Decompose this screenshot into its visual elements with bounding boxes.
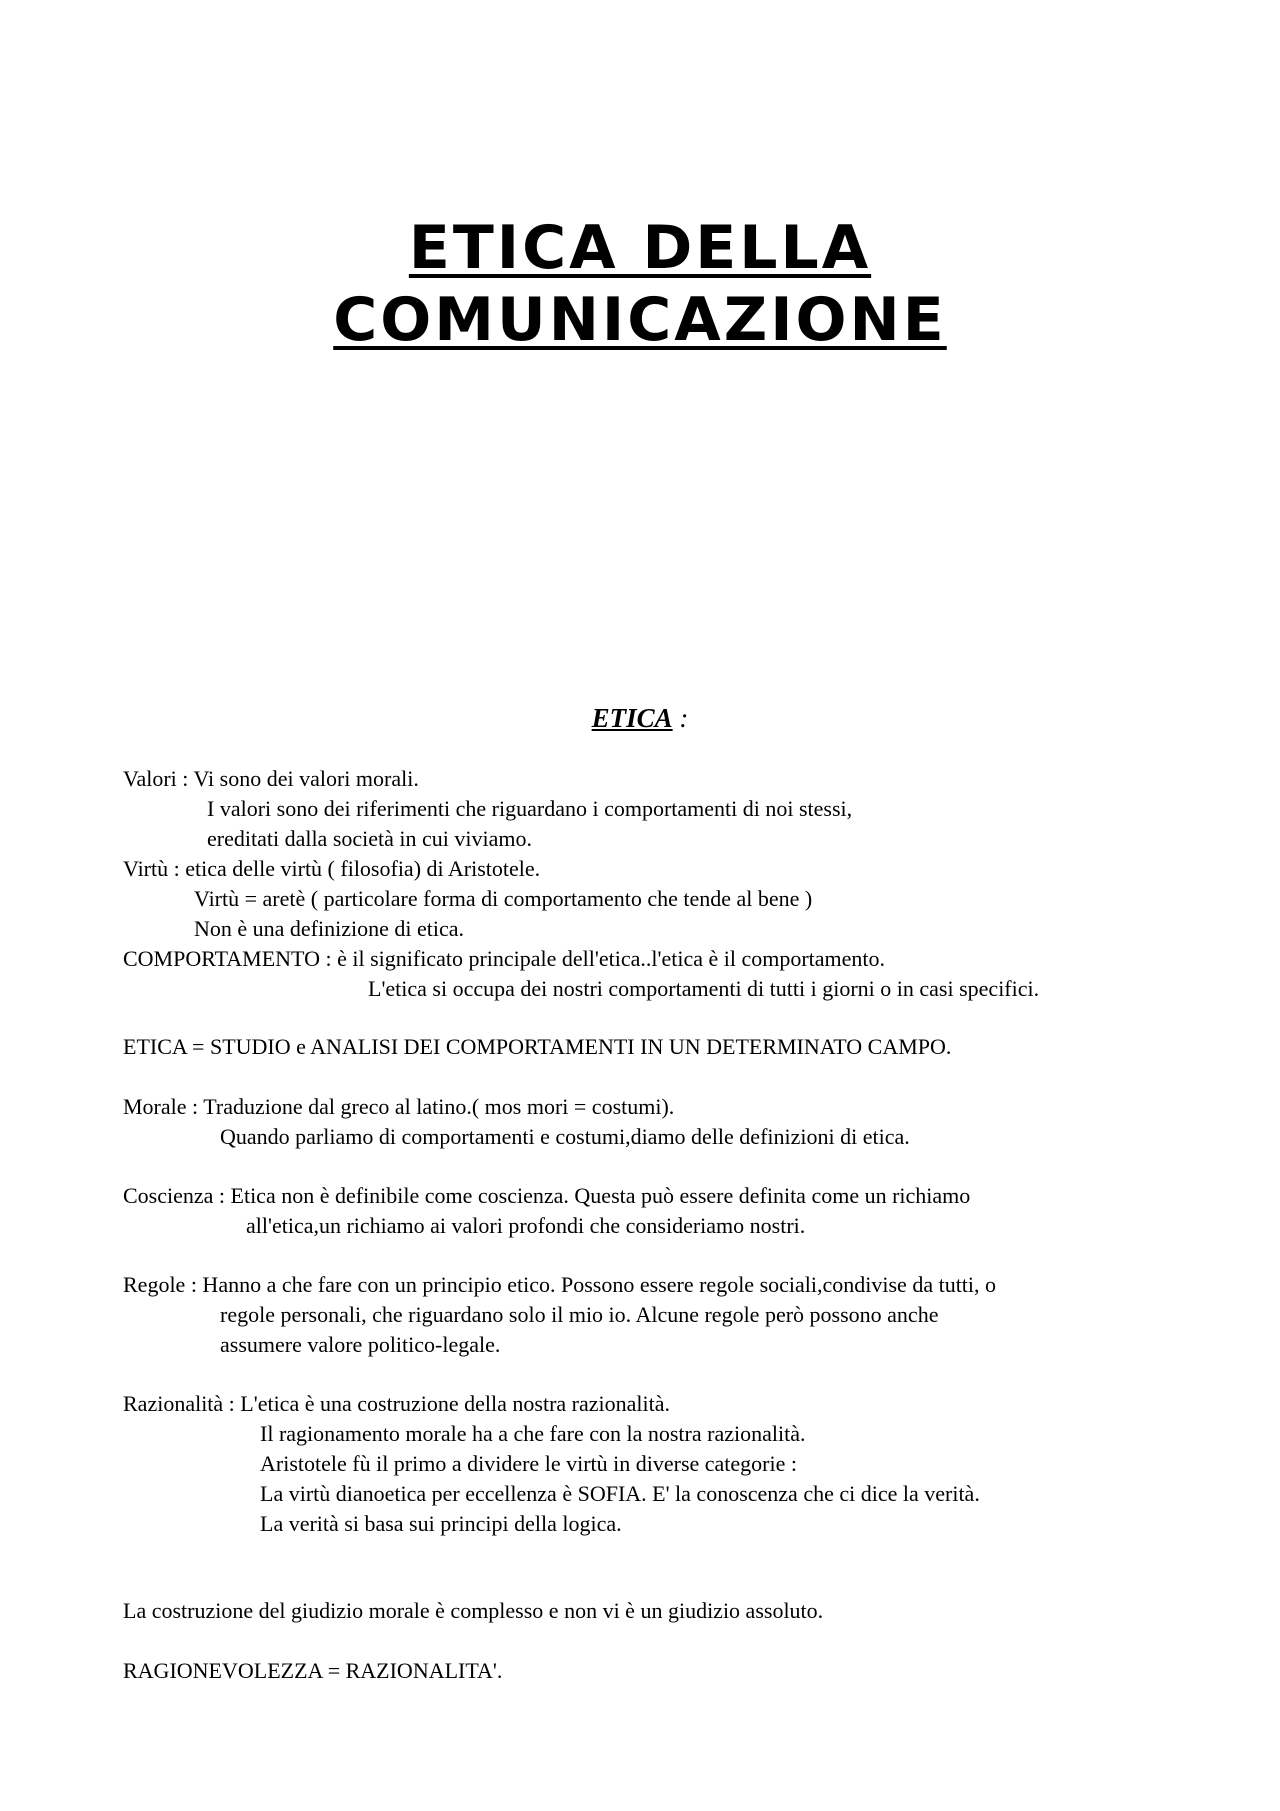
ragionevolezza-line: RAGIONEVOLEZZA = RAZIONALITA'. — [123, 1658, 503, 1683]
virtu-line-1: Virtù : etica delle virtù ( filosofia) di Aristotele. — [123, 856, 541, 881]
morale-line-1: Morale : Traduzione dal greco al latino.( mos mori = costumi). — [123, 1094, 675, 1119]
coscienza-line-2: all'etica,un richiamo ai valori profondi che consideriamo nostri. — [246, 1213, 806, 1238]
comportamento-line-1: COMPORTAMENTO : è il significato principale dell'etica..l'etica è il comportamento. — [123, 946, 886, 971]
regole-line-3: assumere valore politico-legale. — [220, 1332, 501, 1357]
valori-line-3: ereditati dalla società in cui viviamo. — [207, 826, 532, 851]
document-title — [0, 212, 1280, 356]
comportamento-line-2: L'etica si occupa dei nostri comportamenti di tutti i giorni o in casi specifici. — [368, 976, 1040, 1001]
virtu-line-3: Non è una definizione di etica. — [194, 916, 465, 941]
morale-line-2: Quando parliamo di comportamenti e costumi,diamo delle definizioni di etica. — [220, 1124, 910, 1149]
section-heading-word: ETICA — [591, 703, 673, 733]
razionalita-line-1: Razionalità : L'etica è una costruzione della nostra razionalità. — [123, 1391, 671, 1416]
section-heading-suffix: : — [672, 703, 689, 733]
coscienza-line-1: Coscienza : Etica non è definibile come coscienza. Questa può essere definita come un richiamo — [123, 1183, 971, 1208]
section-heading — [0, 700, 1280, 736]
title-line-2: COMUNICAZIONE — [333, 285, 947, 355]
title-line-1: ETICA DELLA — [408, 213, 872, 283]
giudizio-line: La costruzione del giudizio morale è complesso e non vi è un giudizio assoluto. — [123, 1598, 824, 1623]
valori-line-1: Valori : Vi sono dei valori morali. — [123, 766, 419, 791]
razionalita-line-2: Il ragionamento morale ha a che fare con la nostra razionalità. — [260, 1421, 806, 1446]
regole-line-2: regole personali, che riguardano solo il mio io. Alcune regole però possono anche — [220, 1302, 939, 1327]
razionalita-line-4: La virtù dianoetica per eccellenza è SOFIA. E' la conoscenza che ci dice la verità. — [260, 1481, 980, 1506]
razionalita-line-5: La verità si basa sui principi della logica. — [260, 1511, 622, 1536]
etica-definition: ETICA = STUDIO e ANALISI DEI COMPORTAMENTI IN UN DETERMINATO CAMPO. — [123, 1034, 952, 1059]
valori-line-2: I valori sono dei riferimenti che riguardano i comportamenti di noi stessi, — [207, 796, 853, 821]
razionalita-line-3: Aristotele fù il primo a dividere le virtù in diverse categorie : — [260, 1451, 797, 1476]
virtu-line-2: Virtù = aretè ( particolare forma di comportamento che tende al bene ) — [194, 886, 813, 911]
regole-line-1: Regole : Hanno a che fare con un principio etico. Possono essere regole sociali,condivise da tutti, o — [123, 1272, 997, 1297]
